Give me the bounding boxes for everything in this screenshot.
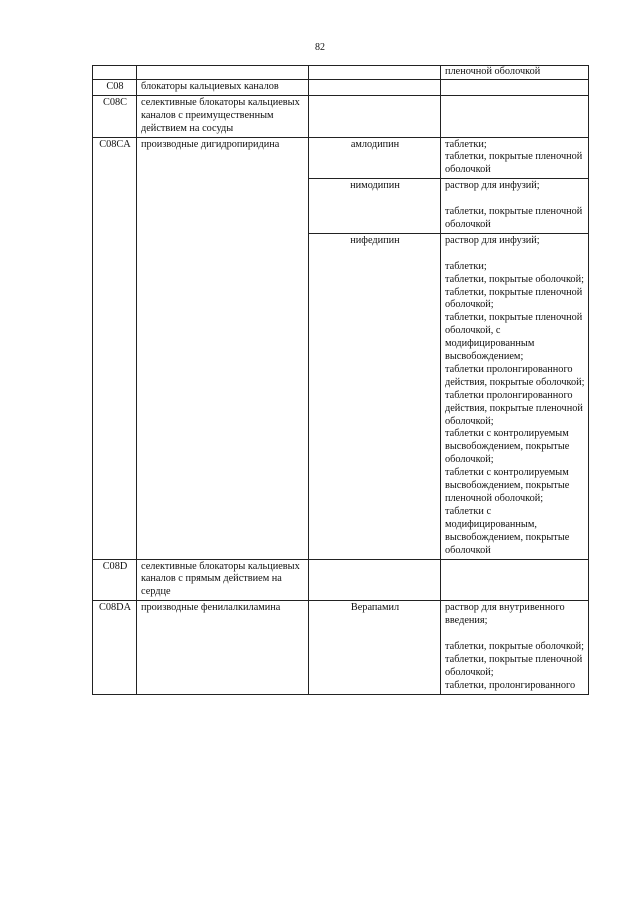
form-cell [441, 179, 589, 234]
form-text: раствор для инфузий; таблетки; таблетки, покрытые оболочкой; таблетки, покрытые пленочной оболочкой; таблетки, покрытые пленочной оболочкой, с модифицированным высвобождением; таблетки пролонгированного действия, покрытые оболочкой; таблетки пролонгированного действия, покрытые пленочной оболочкой; таблетки с контролируемым высвобождением, покрытые оболочкой; таблетки с контролируемым высвобождением, покрытые пленочной оболочкой; таблетки с модифицированным, высвобождением, покрытые оболочкой [445, 234, 585, 556]
code-cell: C08CA [93, 137, 137, 559]
inn-cell: Верапамил [309, 601, 441, 694]
group-cell: блокаторы кальциевых каналов [137, 79, 309, 95]
inn-cell: амлодипин [309, 137, 441, 179]
group-cell: производные дигидропиридина [137, 137, 309, 559]
inn-cell [309, 95, 441, 137]
group-cell [137, 66, 309, 80]
inn-cell [309, 79, 441, 95]
inn-cell: нифедипин [309, 233, 441, 559]
drug-table [92, 65, 589, 695]
code-cell: C08C [93, 95, 137, 137]
form-cell [441, 137, 589, 179]
page-number: 82 [315, 42, 325, 53]
table-row-c08 [93, 79, 589, 95]
code-cell: C08 [93, 79, 137, 95]
form-cell [441, 79, 589, 95]
table-row-continuation [93, 66, 589, 80]
form-cell [441, 601, 589, 694]
inn-cell [309, 559, 441, 601]
code-cell: C08DA [93, 601, 137, 694]
form-cell [441, 95, 589, 137]
group-cell: селективные блокаторы кальциевых каналов с преимущественным действием на сосуды [137, 95, 309, 137]
form-cell [441, 233, 589, 559]
inn-cell [309, 66, 441, 80]
group-cell: производные фенилалкиламина [137, 601, 309, 694]
form-text: пленочной оболочкой [445, 66, 541, 77]
form-text: таблетки; таблетки, покрытые пленочной оболочкой [445, 138, 583, 176]
code-cell [93, 66, 137, 80]
table-row-c08ca-amlodipine [93, 137, 589, 179]
table-row-c08d [93, 559, 589, 601]
inn-cell: нимодипин [309, 179, 441, 234]
code-cell: C08D [93, 559, 137, 601]
table-row-c08c [93, 95, 589, 137]
form-cell [441, 559, 589, 601]
form-cell [441, 66, 589, 80]
group-cell: селективные блокаторы кальциевых каналов с прямым действием на сердце [137, 559, 309, 601]
form-text: раствор для внутривенного введения; таблетки, покрытые оболочкой; таблетки, покрытые пленочной оболочкой; таблетки, пролонгированного [445, 602, 584, 691]
table-row-c08da [93, 601, 589, 694]
form-text: раствор для инфузий; таблетки, покрытые пленочной оболочкой [445, 180, 583, 230]
